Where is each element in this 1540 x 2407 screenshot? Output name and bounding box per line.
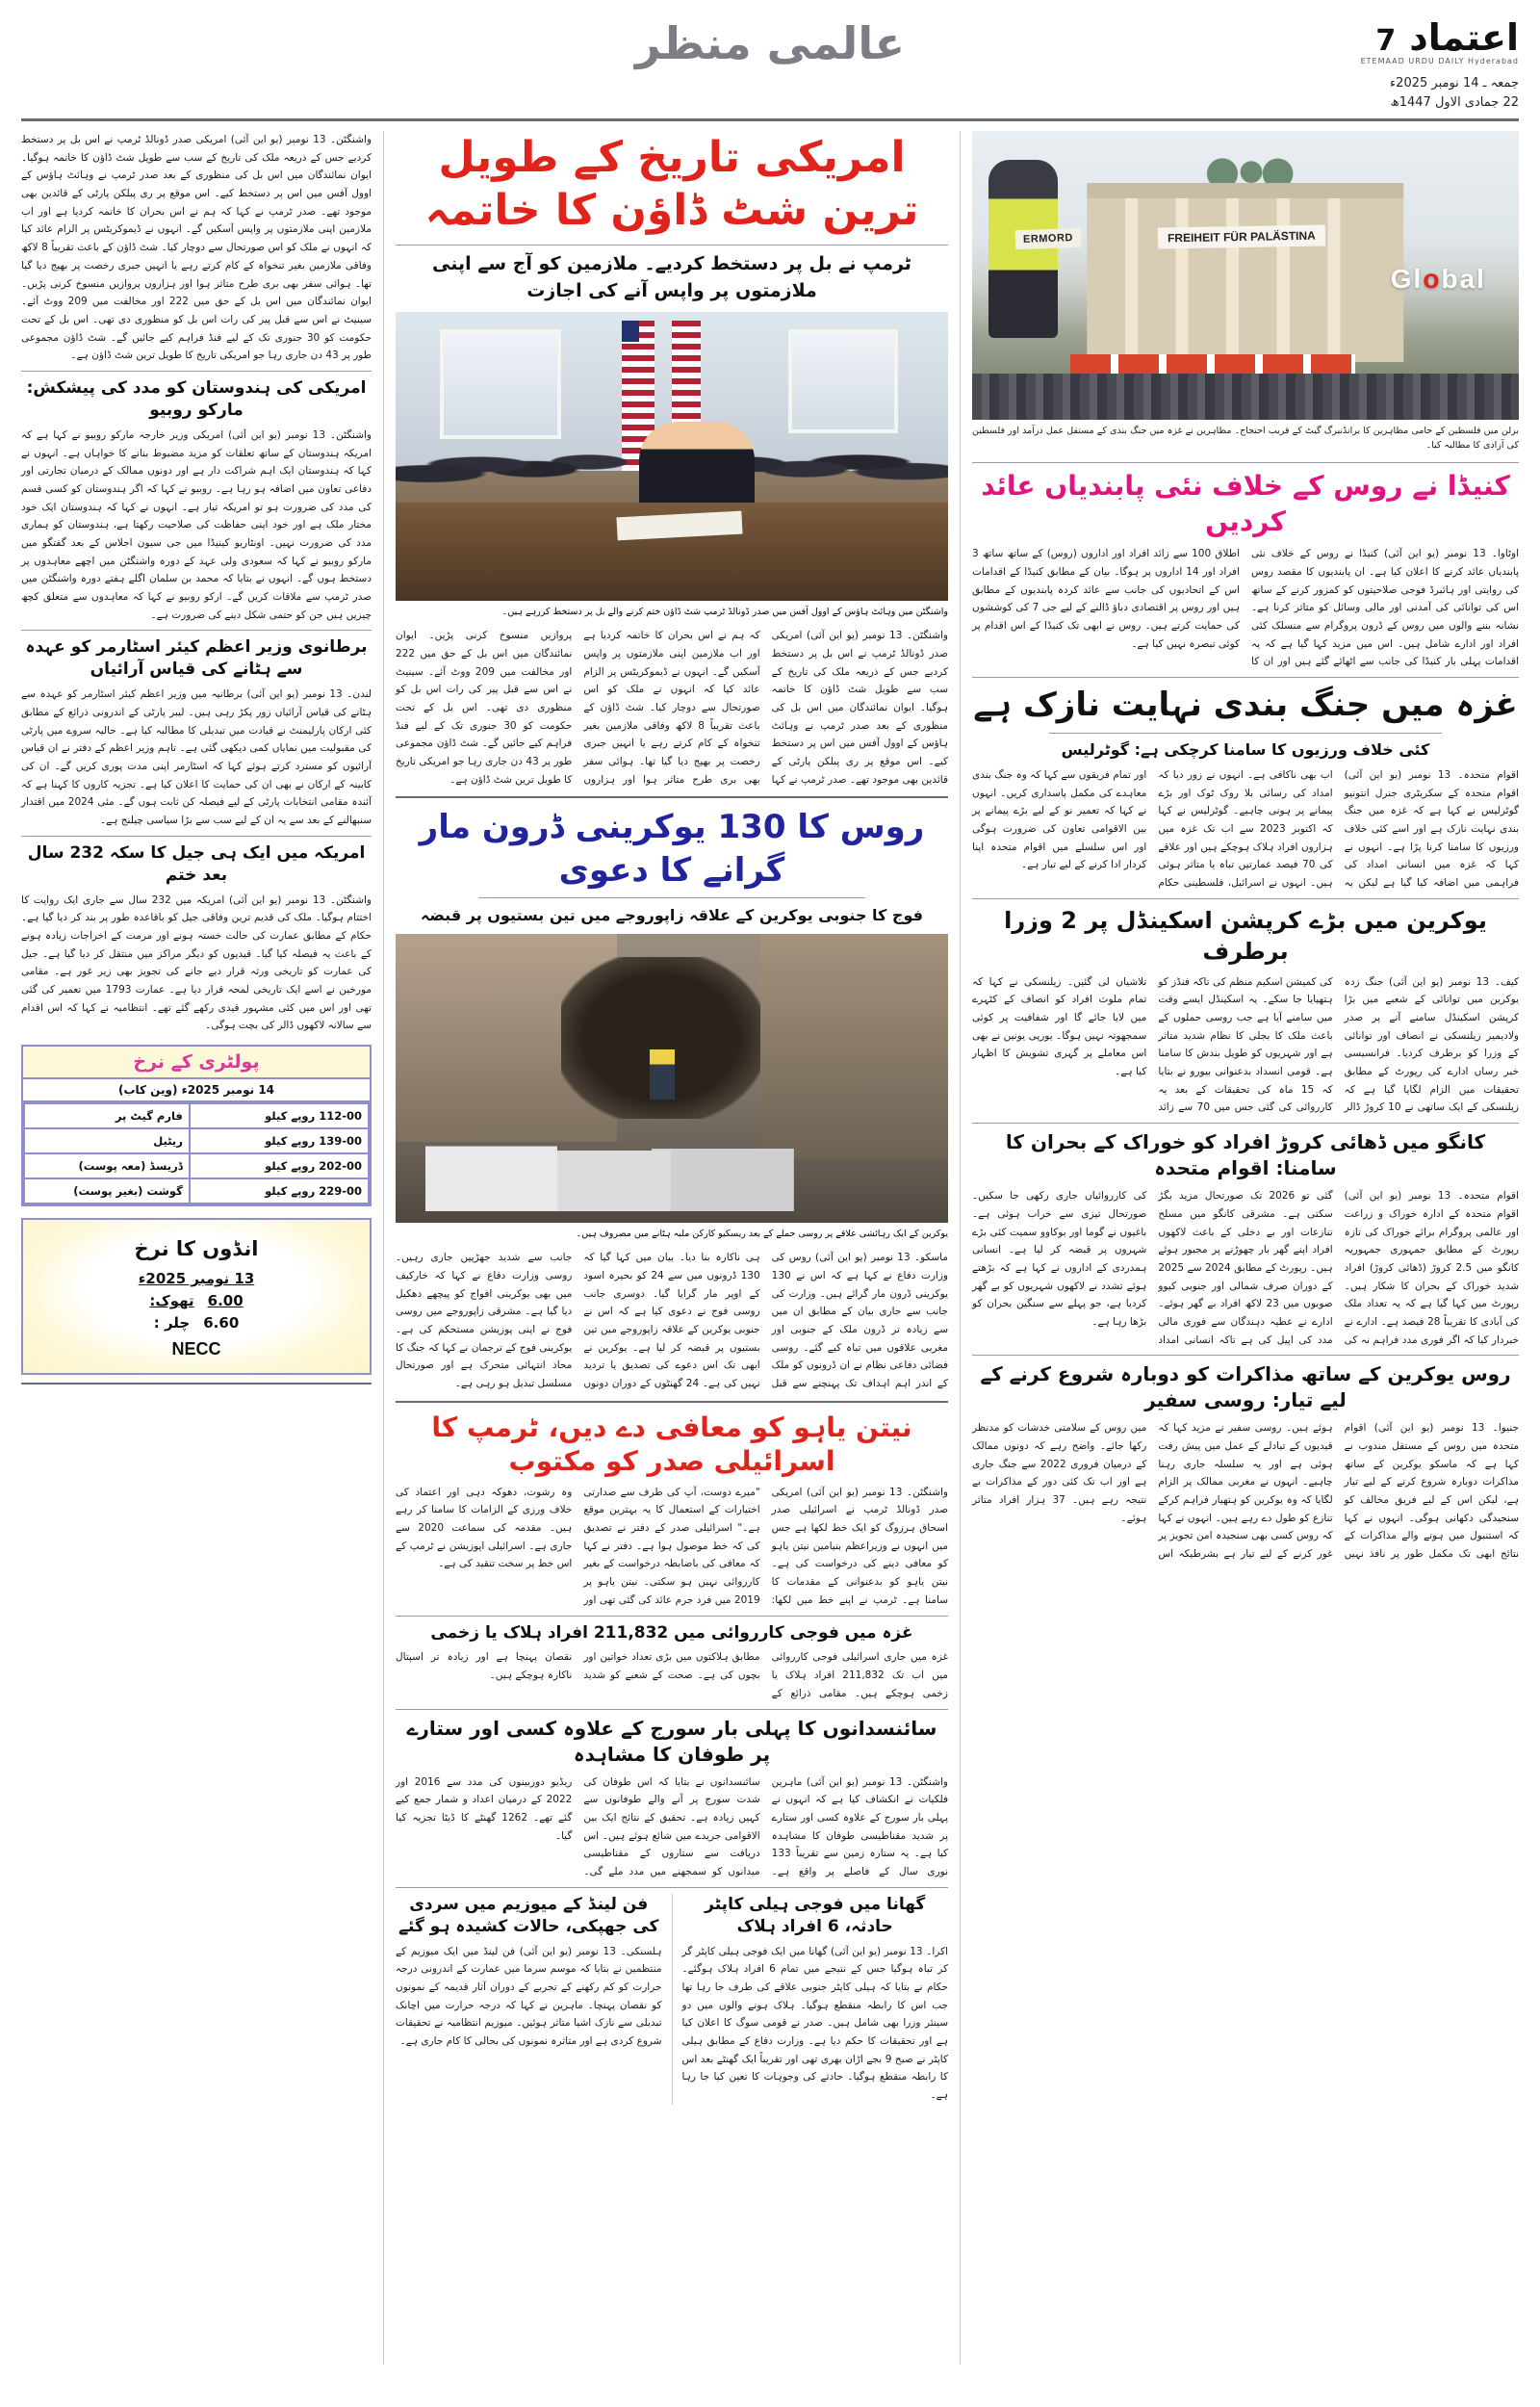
headline-star-storm: سائنسدانوں کا پہلی بار سورج کے علاوہ کسی اور ستارے پر طوفان کا مشاہدہ bbox=[406, 1716, 937, 1766]
subheadline-gaza-ceasefire: کئی خلاف ورزیوں کا سامنا کرچکی ہے: گوٹرلیس bbox=[1061, 739, 1430, 759]
quadriga-statue bbox=[1188, 154, 1303, 187]
poultry-row-1-value: 139-00 روپے کیلو bbox=[190, 1128, 369, 1153]
photo-oval-office-signing bbox=[396, 312, 948, 601]
headline-lead-shutdown: امریکی تاریخ کے طویل ترین شٹ ڈاؤن کا خاتمہ bbox=[424, 133, 919, 235]
divider bbox=[1049, 733, 1443, 734]
date-gregorian: جمعہ ـ 14 نومبر 2025ء bbox=[1390, 76, 1519, 91]
article-russia-talks-body: جنیوا۔ 13 نومبر (یو این آئی) اقوام متحدہ میں روس کے مستقل مندوب نے کہا ہے کہ ماسکو یوکرین کے ساتھ مذاکرات دوبارہ شروع کرنے کے لیے تیار ہے، لیکن اس کے لیے فریق مخالف کو سنجیدگی دکھانی ہوگی۔ انہوں نے کہا کہ استنبول میں ہونے والے مذاکرات کے نتائج ابھی تک مکمل طور پر نافذ نہیں ہوئے ہیں۔ روسی سفیر نے مزید کہا کہ قیدیوں کے تبادلے کے عمل میں پیش رفت ہوئی ہے اور یہ سلسلہ جاری رہنا چاہیے۔ انہوں نے مغربی ممالک پر الزام لگایا کہ وہ یوکرین کو ہتھیار فراہم کرکے تنازع کو طول دے رہے ہیں۔ انہوں نے کہا کہ روس کسی بھی سنجیدہ امن تجویز پر غور کرنے کے لیے تیار ہے بشرطیکہ اس میں روس کے سلامتی خدشات کو مدنظر رکھا جائے۔ واضح رہے کہ دونوں ممالک کے درمیان فروری 2022 سے جنگ جاری ہے اور اب تک کئی دور کے مذاکرات بے نتیجہ رہے ہیں۔ 37 ہزار افراد متاثر ہوئے۔ bbox=[972, 1422, 1519, 1561]
headline-prison-closure: امریکہ میں ایک ہی جیل کا سکہ 232 سال بعد ختم bbox=[27, 842, 366, 885]
article-gaza-body: اقوام متحدہ۔ 13 نومبر (یو این آئی) اقوام متحدہ کے سکریٹری جنرل انتونیو گوٹرلیس نے کہا ہے کہ غزہ میں جنگ بندی نہایت نازک ہے اور اسے کئی خلاف ورزیوں کا سامنا کرنا پڑا ہے۔ انہوں نے کہا کہ غزہ میں انسانی امداد کی فراہمی میں اضافہ کیا گیا ہے لیکن یہ اب بھی ناکافی ہے۔ انہوں نے زور دیا کہ امداد کی رسائی بلا روک ٹوک اور بڑے پیمانے پر ہونی چاہیے۔ گوٹرلیس نے کہا کہ اکتوبر 2023 سے اب تک غزہ میں ہزاروں افراد ہلاک ہوچکے ہیں اور علاقے کی 70 فیصد عمارتیں تباہ یا متاثر ہوئی ہیں۔ انہوں نے اسرائیل، فلسطینی حکام اور تمام فریقوں سے کہا کہ وہ جنگ بندی معاہدے کی مکمل پاسداری کریں۔ انہوں نے کہا کہ تعمیر نو کے لیے بڑے پیمانے پر بین الاقوامی تعاون کی ضرورت ہوگی اور اس سلسلے میں اقوام متحدہ اپنا کردار ادا کرنے کے لیے تیار ہے۔ bbox=[972, 769, 1519, 890]
rescue-worker bbox=[650, 1049, 675, 1100]
egg-rates-box bbox=[21, 1218, 372, 1375]
global-watermark-logo: Global bbox=[1390, 264, 1486, 294]
egg-rates-date: 13 نومبر 2025ء bbox=[138, 1270, 255, 1288]
publication-logo-subtitle: ETEMAAD URDU DAILY Hyderabad bbox=[1360, 57, 1519, 65]
headline-india-us-ties: امریکی کی ہندوستان کو مدد کی پیشکش: مارکو روبیو bbox=[26, 377, 367, 420]
table-row bbox=[24, 1128, 369, 1153]
divider bbox=[396, 796, 948, 798]
poultry-row-2-value: 202-00 روپے کیلو bbox=[190, 1153, 369, 1178]
protest-banner-1: ERMORD bbox=[1015, 228, 1082, 249]
masthead-logo-row bbox=[1375, 16, 1519, 59]
article-canada-sanctions-body: اوٹاوا۔ 13 نومبر (یو این آئی) کنیڈا نے روس کے خلاف نئی پابندیاں عائد کرنے کا اعلان کیا ہے۔ ان پابندیوں کا مقصد روس کی روایتی اور ہائبرڈ فوجی صلاحیتوں کو کمزور کرنے کے ساتھ اس کی توانائی کی آمدنی اور مالی وسائل کو متاثر کرنا ہے۔ نشانہ بننے والوں میں روس کے ڈرون پروگرام سے منسلک کئی افراد اور ادارے شامل ہیں۔ اس میں مزید کہا گیا ہے کہ یہ اقدامات پہلی بار کنیڈا کی جانب سے اٹھائے گئے ہیں اور ان کا اطلاق 100 سے زائد افراد اور اداروں (روس) کے ساتھ ساتھ 3 افراد اور 14 اداروں پر ہوگا۔ بیان کے مطابق کنیڈا کے اقدامات اس کے اتحادیوں کی جانب سے عائد کردہ پابندیوں کے مطابق ہیں اور روس پر اقتصادی دباؤ ڈالنے کے لیے جی 7 کی کوششوں کی حمایت کرتے ہیں۔ روس نے ابھی تک کنیڈا کے اس اقدام پر کوئی تبصرہ نہیں کیا ہے۔ bbox=[972, 548, 1519, 668]
article-netanyahu-body: واشنگٹن۔ 13 نومبر (یو این آئی) امریکی صدر ڈونالڈ ٹرمپ نے اسرائیلی صدر اسحاق ہرزوگ کو ایک خط لکھا ہے جس میں انہوں نے وزیراعظم بنیامین نیتن یاہو کو معافی دینے کی درخواست کی ہے۔ نیتن یاہو کو بدعنوانی کے مقدمات کا سامنا ہے۔ ٹرمپ نے اپنے خط میں لکھا: "میرے دوست، آپ کی طرف سے صدارتی اختیارات کے استعمال کا یہ بہترین موقع ہے۔" اسرائیلی صدر کے دفتر نے تصدیق کی کہ خط موصول ہوا ہے۔ دفتر نے کہا کہ معافی کی باضابطہ درخواست کے بغیر کارروائی نہیں ہو سکتی۔ نیتن یاہو پر 2019 میں فرد جرم عائد کی گئی تھی اور وہ رشوت، دھوکہ دہی اور اعتماد کی خلاف ورزی کے الزامات کا سامنا کر رہے ہیں۔ مقدمہ کی سماعت 2020 سے جاری ہے۔ اسرائیلی اپوزیشن نے ٹرمپ کے اس خط پر سخت تنقید کی ہے۔ bbox=[396, 1486, 948, 1606]
page-number: 7 bbox=[1375, 24, 1397, 58]
poultry-row-2-label: ڈریسڈ (معہ پوست) bbox=[24, 1153, 190, 1178]
article-prison-body: واشنگٹن۔ 13 نومبر (یو این آئی) امریکہ میں 232 سال سے جاری ایک روایت کا اختتام ہوگیا۔ ملک کی قدیم ترین وفاقی جیل کو باقاعدہ طور پر بند کر دیا گیا ہے۔ حکام کے مطابق عمارت کی حالت خستہ ہونے اور مرمت کے اخراجات زیادہ ہونے کے باعث یہ فیصلہ کیا گیا۔ قیدیوں کو دیگر مراکز میں منتقل کر دیا گیا ہے۔ جیل کی عمارت کو تاریخی ورثہ قرار دیے جانے کی تجویز بھی زیر غور ہے۔ مقامی مورخین نے اسے ایک تاریخی لمحہ قرار دیا ہے۔ عمارت 1793 میں تعمیر کی گئی تھی اور اس میں کئی مشہور قیدی رکھے گئے تھے۔ انتظامیہ نے کہا کہ اس اقدام سے سالانہ لاکھوں ڈالر کی بچت ہوگی۔ bbox=[21, 893, 372, 1032]
article-gaza-casualties-body: غزہ میں جاری اسرائیلی فوجی کارروائی میں اب تک 211,832 افراد ہلاک یا زخمی ہوچکے ہیں۔ مقامی ذرائع کے مطابق ہلاکتوں میں بڑی تعداد خواتین اور بچوں کی ہے۔ صحت کے شعبے کو شدید نقصان پہنچا ہے اور زیادہ تر اسپتال ناکارہ ہوچکے ہیں۔ bbox=[396, 1651, 948, 1699]
divider bbox=[396, 1401, 948, 1403]
crowd bbox=[972, 374, 1519, 420]
divider bbox=[396, 1709, 948, 1710]
caption-oval-office bbox=[396, 605, 948, 623]
divider bbox=[972, 1355, 1519, 1356]
headline-starmer-speculation: برطانوی وزیر اعظم کیئر اسٹارمر کو عہدہ سے ہٹانے کی قیاس آرائیاں bbox=[25, 637, 368, 680]
divider bbox=[21, 371, 372, 372]
poultry-row-1-label: ریٹیل bbox=[24, 1128, 190, 1153]
column-middle bbox=[383, 131, 961, 2365]
caption-berlin-text: برلن میں فلسطین کے حامی مظاہرین کا برانڈنبرگ گیٹ کے قریب احتجاج۔ مظاہرین نے غزہ میں جنگ بندی کے مستقل عمل درآمد اور فلسطین کی آزادی کا مطالبہ کیا۔ bbox=[972, 426, 1519, 452]
brief-ghana bbox=[682, 1894, 949, 2105]
egg-rates-title: انڈوں کا نرخ bbox=[134, 1237, 259, 1261]
divider bbox=[972, 462, 1519, 463]
column-right bbox=[21, 131, 383, 2365]
caption-berlin bbox=[972, 424, 1519, 456]
column-left bbox=[961, 131, 1519, 2365]
subheadline-lead-shutdown: ٹرمپ نے بل پر دستخط کردیے۔ ملازمین کو آج سے اپنی ملازمتوں پر واپس آنے کی اجازت bbox=[432, 253, 911, 301]
subheadline-russia-drone-claim: فوج کا جنوبی یوکرین کے علاقہ زاپوروجے میں تین بستیوں پر قبضہ bbox=[421, 905, 923, 924]
egg-wholesale-row bbox=[31, 1292, 362, 1309]
two-up-briefs bbox=[396, 1894, 948, 2105]
article-congo-body: اقوام متحدہ۔ 13 نومبر (یو این آئی) اقوام متحدہ کے ادارہ خوراک و زراعت اور عالمی پروگرام برائے خوراک کی تازہ رپورٹ کے مطابق جمہوری جمہوریہ کانگو میں 2.5 کروڑ (ڈھائی کروڑ) افراد شدید خوراک کے بحران کا شکار ہیں۔ رپورٹ میں کہا گیا ہے کہ یہ تعداد ملک کی آبادی کا تقریباً 28 فیصد ہے۔ ادارے نے خبردار کیا کہ اگر فوری مدد فراہم نہ کی گئی تو 2026 تک صورتحال مزید بگڑ سکتی ہے۔ مشرقی کانگو میں مسلح تنازعات اور بے دخلی کے باعث لاکھوں افراد اپنے گھر بار چھوڑنے پر مجبور ہوئے ہیں۔ رپورٹ کے مطابق 2024 سے 2025 کے دوران صرف شمالی اور جنوبی کیوو صوبوں میں 23 لاکھ افراد بے گھر ہوئے۔ ادارے نے عطیہ دہندگان سے فوری مالی مدد کی اپیل کی ہے تاکہ انسانی امداد کی کارروائیاں جاری رکھی جا سکیں۔ صورتحال تیزی سے خراب ہوئی ہے۔ باغیوں نے گوما اور بوکاوو سمیت کئی بڑے شہروں پر قبضہ کر لیا ہے۔ انسانی ہمدردی کے اداروں نے کہا ہے کہ بڑھتے ہوئے تشدد نے لاکھوں شہریوں کو بے گھر کردیا ہے، جو پہلے سے سنگین بحران کو بڑھا رہا ہے۔ bbox=[972, 1190, 1519, 1346]
divider bbox=[972, 677, 1519, 678]
table-row bbox=[24, 1178, 369, 1204]
table-row bbox=[24, 1153, 369, 1178]
photo-berlin-protest bbox=[972, 131, 1519, 420]
masthead bbox=[21, 17, 1519, 121]
protest-banner-2: FREIHEIT FÜR PALÄSTINA bbox=[1158, 224, 1325, 248]
headline-gaza-casualties: غزہ میں فوجی کارروائی میں 211,832 افراد ہلاک یا زخمی bbox=[430, 1622, 913, 1643]
publication-logo: اعتماد bbox=[1409, 16, 1519, 59]
headline-netanyahu-pardon: نیتن یاہو کو معافی دے دیں، ٹرمپ کا اسرائیلی صدر کو مکتوب bbox=[431, 1411, 912, 1477]
poultry-row-3-value: 229-00 روپے کیلو bbox=[190, 1178, 369, 1204]
egg-wholesale-value: 6.00 bbox=[207, 1292, 244, 1310]
article-india-us-ties-body: واشنگٹن۔ 13 نومبر (یو این آئی) امریکی وزیر خارجہ مارکو روبیو نے کہا ہے کہ امریکہ ہندوستان کے ساتھ تعلقات کو مزید مضبوط بنانے کا خواہاں ہے۔ انہوں نے کہا کہ ہندوستان ایک اہم شراکت دار ہے اور دونوں ممالک کے درمیان تجارتی اور دفاعی تعاون میں اضافہ ہو رہا ہے۔ روبیو نے کہا کہ اگر ہندوستان کو کسی قسم کی مدد کی ضرورت ہو تو امریکہ تیار ہے۔ انہوں نے کہا کہ ہندوستان ایک خود مختار ملک ہے اور خود اپنی حفاظت کی صلاحیت رکھتا ہے، ہندوستان کو ہماری مدد کی ضرورت نہیں۔ اونٹاریو کینیڈا میں جی سیون اجلاس کے بعد گفتگو میں مارکو روبیو نے کہا کہ سعودی ولی عہد کے دورہ واشنگٹن میں اچھے معاہدوں پر دستخط ہوں گے۔ انہوں نے بتایا کہ محمد بن سلمان اگلے ہفتے دورہ واشنگٹن میں صدر ٹرمپ سے ملاقات کریں گے۔ ارکو روبیو نے کہا کہ معاہدوں سے متعلق کچھ چیزیں ہیں جن کو حتمی شکل دینے کی ضرورت ہے۔ bbox=[21, 428, 372, 621]
footer-rule bbox=[21, 1383, 372, 1385]
photo-ukraine-rubble bbox=[396, 934, 948, 1223]
headline-finland-museum: فن لینڈ کے میوزیم میں سردی کی جھپکی، حالات کشیدہ ہو گئے bbox=[398, 1894, 659, 1936]
poultry-rates-table bbox=[21, 1045, 372, 1206]
article-ghana-body: اکرا۔ 13 نومبر (یو این آئی) گھانا میں ایک فوجی ہیلی کاپٹر گر کر تباہ ہوگیا جس کے نتیجے میں تمام 6 افراد ہلاک ہوگئے۔ حکام نے بتایا کہ ہیلی کاپٹر جنوبی علاقے کی طرف جا رہا تھا جب اس کا رابطہ منقطع ہوگیا۔ ہلاک ہونے والوں میں دو سینئر وزرا بھی شامل ہیں۔ صدر نے قومی سوگ کا اعلان کیا ہے اور تحقیقات کا حکم دیا ہے۔ وزارت دفاع کے مطابق ہیلی کاپٹر نے صبح 9 بجے اڑان بھری تھی اور تقریباً ایک گھنٹے بعد اس کا رابطہ منقطع ہوگیا۔ حادثے کی وجوہات کا تعین کیا جا رہا ہے۔ bbox=[681, 1945, 949, 2102]
article-ukraine-corruption-body: کیف۔ 13 نومبر (یو این آئی) جنگ زدہ یوکرین میں توانائی کے شعبے میں بڑا کرپشن اسکینڈل سامنے آنے پر صدر ولادیمیر زیلنسکی نے انصاف اور توانائی کے وزرا کو برطرف کردیا۔ فرانسیسی خبر رساں ادارے کی رپورٹ کے مطابق تحقیقات میں الزام لگایا گیا ہے کہ زیلنسکی کے ایک ساتھی نے 10 کروڑ ڈالر کی کمیشن اسکیم منظم کی تاکہ فنڈز کو ہتھیایا جا سکے۔ یہ اسکینڈل ایسے وقت میں سامنے آیا ہے جب روسی حملوں کے باعث ملک کا بجلی کا نظام شدید متاثر ہے اور شہریوں کو طویل بندش کا سامنا ہے۔ قومی انسداد بدعنوانی بیورو نے بتایا کہ 15 ماہ کی تحقیقات کے بعد یہ کارروائی کی گئی جس میں 70 سے زائد تلاشیاں لی گئیں۔ زیلنسکی نے کہا کہ تمام ملوث افراد کو انصاف کے کٹہرے میں لایا جائے گا اور شفافیت پر کوئی سمجھوتہ نہیں ہوگا۔ یورپی یونین نے بھی اس معاملے پر گہری تشویش کا اظہار کیا ہے۔ bbox=[972, 975, 1520, 1114]
egg-retail-value: 6.60 bbox=[203, 1314, 240, 1333]
article-star-storm-body: واشنگٹن۔ 13 نومبر (یو این آئی) ماہرین فلکیات نے انکشاف کیا ہے کہ انہوں نے پہلی بار سورج کے علاوہ کسی اور ستارے پر شدید مقناطیسی طوفان کا مشاہدہ کیا ہے۔ یہ ستارہ زمین سے تقریباً 133 نوری سال کے فاصلے پر واقع ہے۔ سائنسدانوں نے بتایا کہ اس طوفان کی شدت سورج پر آنے والے طوفانوں سے کہیں زیادہ ہے۔ تحقیق کے نتائج ایک بین الاقوامی جریدے میں شائع ہوئے ہیں۔ اس دریافت سے ستاروں کے مقناطیسی میدانوں کو سمجھنے میں مدد ملے گی۔ ریڈیو دوربینوں کی مدد سے 2016 اور 2022 کے درمیان اعداد و شمار جمع کیے گئے تھے۔ 1262 گھنٹے کا ڈیٹا تجزیہ کیا گیا۔ bbox=[396, 1775, 948, 1877]
table-row bbox=[24, 1103, 369, 1128]
poultry-row-0-label: فارم گیٹ پر bbox=[24, 1103, 190, 1128]
caption-oval-office-text: واشنگٹن میں وہائٹ ہاؤس کے اوول آفس میں صدر ڈونالڈ ٹرمپ شٹ ڈاؤن ختم کرنے والے بل پر دستخط کررہے ہیں۔ bbox=[501, 607, 948, 618]
egg-retail-row bbox=[31, 1314, 362, 1332]
headline-gaza-ceasefire: غزہ میں جنگ بندی نہایت نازک ہے bbox=[973, 685, 1518, 724]
headline-russia-drone-claim: روس کا 130 یوکرینی ڈرون مار گرانے کا دعوی bbox=[419, 808, 925, 890]
brief-finland bbox=[396, 1894, 673, 2105]
section-title: عالمی منظر bbox=[634, 17, 906, 69]
caption-ukraine-rubble-text: یوکرین کے ایک رہائشی علاقے پر روسی حملے کے بعد ریسکیو کارکن ملبہ ہٹانے میں مصروف ہیں۔ bbox=[576, 1229, 948, 1240]
divider bbox=[396, 1887, 948, 1888]
divider bbox=[478, 897, 865, 898]
divider bbox=[396, 245, 948, 246]
masthead-center bbox=[223, 17, 1317, 73]
divider bbox=[21, 836, 372, 837]
masthead-left bbox=[1317, 17, 1519, 113]
poultry-rates-grid bbox=[23, 1102, 370, 1204]
poultry-rates-date: 14 نومبر 2025ء (وین کاب) bbox=[23, 1079, 370, 1102]
article-lead-shutdown-continued: واشنگٹن۔ 13 نومبر (یو این آئی) امریکی صدر ڈونالڈ ٹرمپ نے اس بل پر دستخط کردیے جس کے ذریعہ ملک کی تاریخ کے سب سے طویل شٹ ڈاؤن کا خاتمہ ہوگیا۔ ایوان نمائندگان میں اس بل کی منظوری کے بعد صدر ٹرمپ نے وہائٹ ہاؤس کے اوول آفس میں اس پر دستخط کیے۔ اس موقع پر ری پبلکن پارٹی کے قائدین بھی موجود تھے۔ صدر ٹرمپ نے کہا کہ ہم نے اس بحران کا خاتمہ کردیا ہے اور اب ملازمین اپنی ملازمتوں پر واپس آسکیں گے۔ انہوں نے ڈیموکریٹس پر الزام عائد کیا کہ انہوں نے ملک کو اس صورتحال سے دوچار کیا۔ شٹ ڈاؤن کے باعث تقریباً 8 لاکھ وفاقی ملازمین بغیر تنخواہ کے کام کرتے رہے یا انہیں جبری رخصت پر بھیج دیا گیا تھا۔ ہوائی سفر بھی بری طرح متاثر ہوا اور ہزاروں پروازیں منسوخ کرنی پڑیں۔ ایوان نمائندگان میں اس بل کے حق میں 222 اور مخالفت میں 209 ووٹ آئے۔ سینیٹ نے اس سے قبل پیر کی رات اس بل کو منظوری دی تھی۔ اس بل کے تحت حکومت کو 30 جنوری تک کے لیے فنڈ فراہم کیے جائیں گے۔ شٹ ڈاؤن مجموعی طور پر 43 دن جاری رہا جو امریکی تاریخ کا طویل ترین شٹ ڈاؤن ہے۔ bbox=[21, 134, 372, 362]
poultry-rates-title: پولٹری کے نرخ bbox=[23, 1047, 370, 1079]
poultry-row-0-value: 112-00 روپے کیلو bbox=[190, 1103, 369, 1128]
masthead-date bbox=[1390, 74, 1519, 113]
article-finland-body: ہلسنکی۔ 13 نومبر (یو این آئی) فن لینڈ میں ایک میوزیم کے منتظمین نے بتایا کہ موسم سرما میں عمارت کے اندرونی درجہ حرارت کو کم رکھنے کے تجربے کے دوران آثار قدیمہ کے نمونوں کو نقصان پہنچا۔ ماہرین نے کہا کہ درجہ حرارت میں اچانک تبدیلی سے نازک اشیا متاثر ہوئیں۔ میوزیم انتظامیہ نے تحقیقات شروع کردی ہے اور متاثرہ نمونوں کی بحالی کا کام جاری ہے۔ bbox=[396, 1945, 662, 2047]
egg-wholesale-label: تھوک: bbox=[149, 1292, 194, 1310]
divider bbox=[21, 630, 372, 631]
divider bbox=[396, 1616, 948, 1617]
page-grid bbox=[21, 131, 1519, 2365]
headline-ghana-helicopter: گھانا میں فوجی ہیلی کاپٹر حادثہ، 6 افراد ہلاک bbox=[705, 1894, 926, 1936]
headline-congo-hunger: کانگو میں ڈھائی کروڑ افراد کو خوراک کے بحران کا سامنا: اقوام متحدہ bbox=[1005, 1130, 1486, 1180]
caption-ukraine-rubble bbox=[396, 1227, 948, 1245]
egg-retail-label: چلر : bbox=[153, 1314, 191, 1333]
headline-ukraine-corruption: یوکرین میں بڑے کرپشن اسکینڈل پر 2 وزرا برطرف bbox=[1004, 906, 1487, 966]
damaged-cars bbox=[418, 1125, 926, 1211]
egg-rates-source: NECC bbox=[171, 1339, 221, 1359]
headline-canada-sanctions: کنیڈا نے روس کے خلاف نئی پابندیاں عائد کردیں bbox=[981, 470, 1510, 537]
headline-russia-ukraine-talks: روس یوکرین کے ساتھ مذاکرات کو دوبارہ شروع کرنے کے لیے تیار: روسی سفیر bbox=[980, 1362, 1511, 1412]
article-drone-body: ماسکو۔ 13 نومبر (یو این آئی) روس کی وزارت دفاع نے کہا ہے کہ اس نے 130 یوکرینی ڈرون مار گرائے ہیں۔ وزارت کی جانب سے جاری بیان کے مطابق ان میں سے زیادہ تر ڈرون ملک کے جنوبی اور مغربی علاقوں میں تباہ کیے گئے۔ روسی فضائی دفاعی نظام نے ان ڈرونوں کو ملک کے اندر اہم اہداف تک پہنچنے سے قبل ہی ناکارہ بنا دیا۔ بیان میں کہا گیا کہ 130 ڈرونوں میں سے 24 کو بحیرہ اسود کے اوپر مار گرایا گیا۔ دوسری جانب روسی فوج نے دعوی کیا ہے کہ اس نے جنوبی یوکرین کے علاقہ زاپوروجے میں تین بستیوں پر قبضہ کر لیا ہے۔ یوکرین نے ابھی تک اس دعوے کی تصدیق یا تردید نہیں کی ہے۔ 24 گھنٹوں کے دوران دونوں جانب سے شدید جھڑپیں جاری رہیں۔ روسی وزارت دفاع نے کہا کہ خارکیف میں بھی یوکرینی افواج کو پیچھے دھکیل دیا گیا ہے۔ مشرقی زاپوروجے میں روسی فوج نے اپنی پوزیشن مستحکم کی ہے۔ یوکرینی فوج کے ترجمان نے کہا کہ جنگ کا محاذ انتہائی متحرک ہے اور صورتحال مسلسل تبدیل ہو رہی ہے۔ bbox=[396, 1252, 948, 1390]
date-hijri: 22 جمادی الاول 1447ھ bbox=[1390, 95, 1519, 111]
article-starmer-body: لندن۔ 13 نومبر (یو این آئی) برطانیہ میں وزیر اعظم کیئر اسٹارمر کو عہدہ سے ہٹانے کی قیاس آرائیاں زور پکڑ رہی ہیں۔ لیبر پارٹی کے اندرونی ذرائع کے مطابق کئی ارکان پارلیمنٹ نے قیادت میں تبدیلی کا مطالبہ کیا ہے۔ حالیہ سروے میں پارٹی کی مقبولیت میں نمایاں کمی دیکھی گئی ہے۔ تاہم وزیر اعظم کے دفتر نے ان قیاس آرائیوں کو مسترد کرتے ہوئے کہا کہ اسٹارمر اپنی مدت پوری کریں گے۔ ان کی کابینہ کے ارکان نے بھی ان کی حمایت کا اعلان کیا ہے۔ تجزیہ کاروں کا کہنا ہے کہ آئندہ مقامی انتخابات پارٹی کے لیے فیصلہ کن ثابت ہوں گے۔ مئی 2024 میں اقتدار سنبھالنے کے بعد سے یہ ان کے لیے سب سے بڑا سیاسی چیلنج ہے۔ bbox=[21, 688, 372, 827]
poultry-row-3-label: گوشت (بغیر پوست) bbox=[24, 1178, 190, 1204]
divider bbox=[972, 1123, 1519, 1124]
brandenburg-gate bbox=[1087, 183, 1403, 362]
article-lead-shutdown-body: واشنگٹن۔ 13 نومبر (یو این آئی) امریکی صدر ڈونالڈ ٹرمپ نے اس بل پر دستخط کردیے جس کے ذریعہ ملک کی تاریخ کے سب سے طویل شٹ ڈاؤن کا خاتمہ ہوگیا۔ ایوان نمائندگان میں اس بل کی منظوری کے بعد صدر ٹرمپ نے وہائٹ ہاؤس کے اوول آفس میں اس پر دستخط کیے۔ اس موقع پر ری پبلکن پارٹی کے قائدین بھی موجود تھے۔ صدر ٹرمپ نے کہا کہ ہم نے اس بحران کا خاتمہ کردیا ہے اور اب ملازمین اپنی ملازمتوں پر واپس آسکیں گے۔ انہوں نے ڈیموکریٹس پر الزام عائد کیا کہ انہوں نے ملک کو اس صورتحال سے دوچار کیا۔ شٹ ڈاؤن کے باعث تقریباً 8 لاکھ وفاقی ملازمین بغیر تنخواہ کے کام کرتے رہے یا انہیں جبری رخصت پر بھیج دیا گیا تھا۔ ہوائی سفر بھی بری طرح متاثر ہوا اور ہزاروں پروازیں منسوخ کرنی پڑیں۔ ایوان نمائندگان میں اس بل کے حق میں 222 اور مخالفت میں 209 ووٹ آئے۔ سینیٹ نے اس سے قبل پیر کی رات اس بل کو منظوری دی تھی۔ اس بل کے تحت حکومت کو 30 جنوری تک کے لیے فنڈ فراہم کیے جائیں گے۔ شٹ ڈاؤن مجموعی طور پر 43 دن جاری رہا جو امریکی تاریخ کا طویل ترین شٹ ڈاؤن ہے۔ bbox=[396, 630, 948, 786]
divider bbox=[972, 898, 1519, 899]
